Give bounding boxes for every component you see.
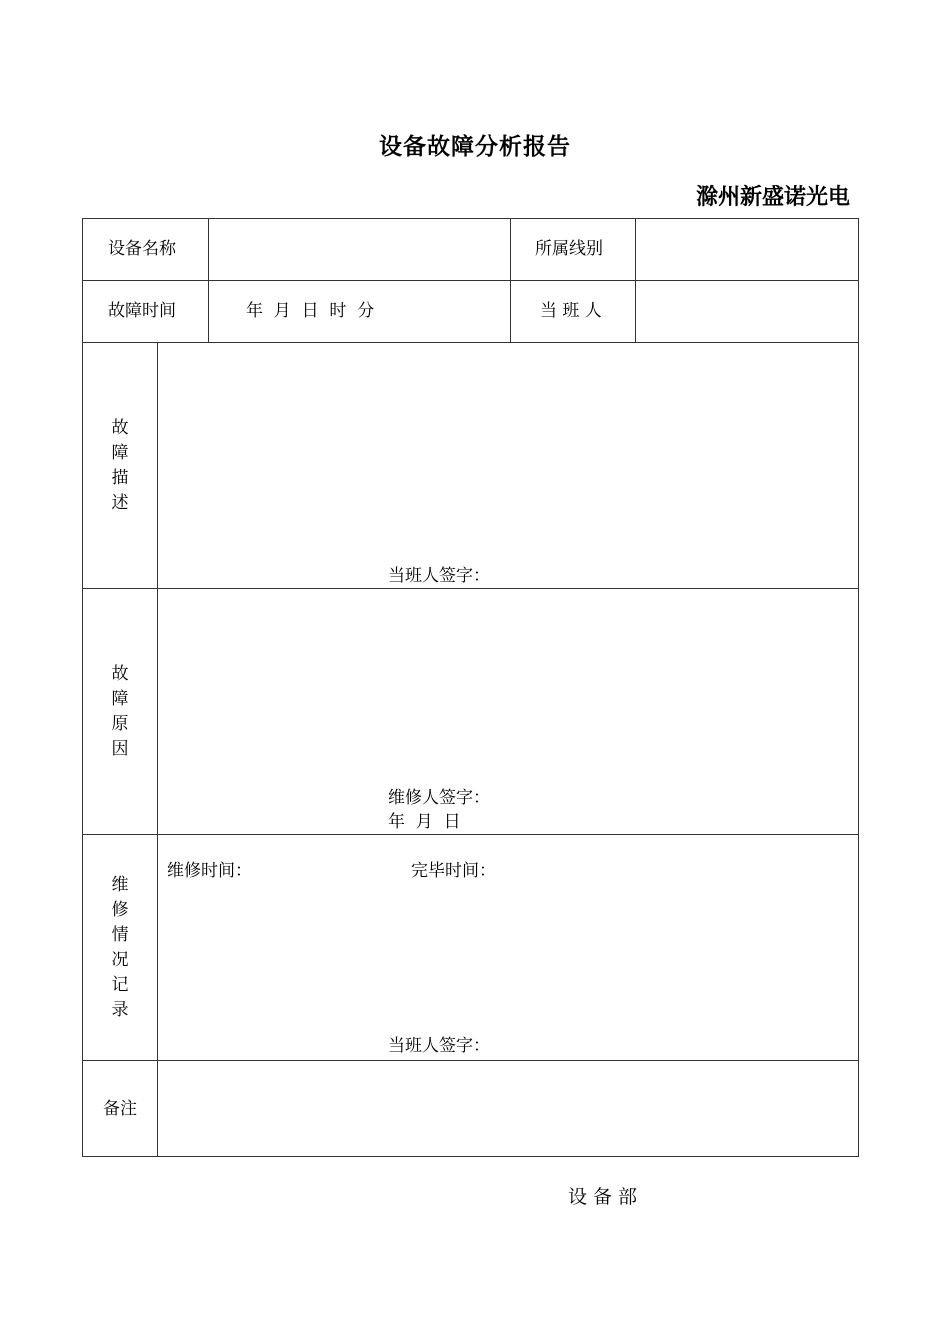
fault-time-label: 故障时间 (108, 301, 176, 321)
repair-record-field[interactable] (158, 885, 858, 1025)
department-footer: 设备部 (568, 1186, 644, 1208)
finish-time-label: 完毕时间： (411, 861, 496, 881)
table-col-divider (510, 218, 511, 342)
company-name: 滁州新盛诺光电 (695, 184, 850, 210)
fault-cause-label: 故 障 原 因 (111, 664, 129, 759)
on-duty-field[interactable] (636, 281, 858, 341)
line-label: 所属线别 (535, 239, 603, 259)
repair-signature: 当班人签字： (388, 1036, 490, 1056)
fault-time-units[interactable]: 年 月 日 时 分 (246, 301, 375, 321)
remarks-label: 备注 (103, 1099, 137, 1119)
fault-desc-field[interactable] (158, 343, 858, 558)
line-field[interactable] (636, 219, 858, 279)
remarks-field[interactable] (158, 1061, 858, 1156)
page-title: 设备故障分析报告 (379, 133, 571, 160)
fault-desc-label: 故 障 描 述 (111, 418, 129, 513)
on-duty-label: 当 班 人 (540, 301, 602, 321)
repair-time-label: 维修时间： (167, 861, 252, 881)
fault-cause-signature: 维修人签字： (388, 788, 490, 808)
fault-cause-field[interactable] (158, 589, 858, 784)
device-name-field[interactable] (209, 219, 509, 279)
fault-desc-signature: 当班人签字： (388, 566, 490, 586)
table-row-divider (82, 834, 859, 835)
repair-record-label: 维 修 情 况 记 录 (111, 875, 129, 1020)
fault-cause-date: 年 月 日 (388, 812, 461, 832)
device-name-label: 设备名称 (108, 239, 176, 259)
